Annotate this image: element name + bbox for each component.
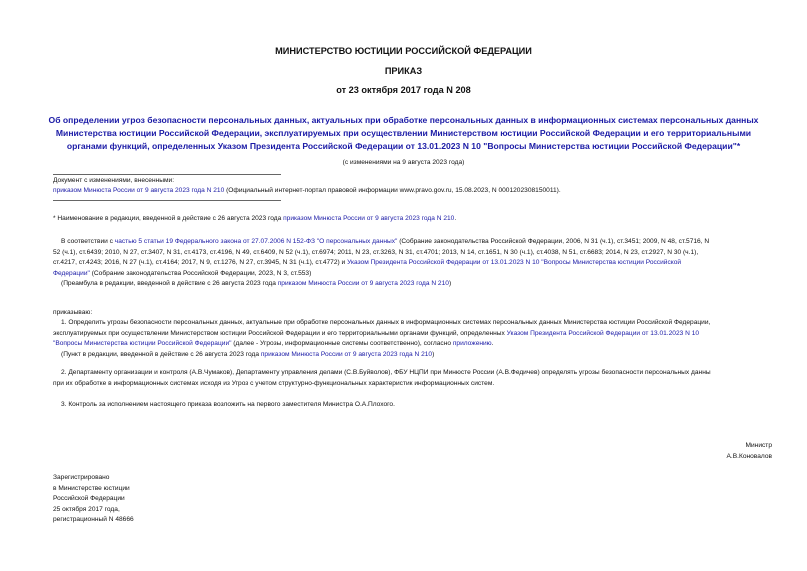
preamble-line-4 xyxy=(53,269,769,280)
preamble-note xyxy=(53,279,769,290)
changes-line-tail: (Официальный интернет-портал правовой информации www.pravo.gov.ru, 15.08.2023, N 0001202308150011). xyxy=(224,187,561,194)
signature-name: А.В.Коновалов xyxy=(726,452,772,460)
item-1-decree-link[interactable]: Указом Президента Российской Федерации от 13.01.2023 N 10 xyxy=(506,329,700,337)
signature-position: Министр xyxy=(745,442,772,449)
presidential-decree-link-cont[interactable]: Федерации" xyxy=(53,269,90,277)
registration-line: Зарегистрировано xyxy=(53,474,110,481)
item-1-line-1: 1. Определить угрозы безопасности персональных данных, актуальные при обработке персональных данных в информационных системах персональных данных Министерства юстиции Российской Федерации, xyxy=(61,319,711,326)
item-2-line-1: 2. Департаменту организации и контроля (А.В.Чумаков), Департаменту управления делами (С.В.Буйволов), ФБУ НЦПИ при Минюсте России (А.В.Федичев) определять угрозы безопасности персональных данны xyxy=(61,369,711,376)
order-word: приказываю: xyxy=(53,309,93,316)
preamble-line-1 xyxy=(53,237,769,248)
preamble-note-text: (Преамбула в редакции, введенной в действие с 26 августа 2023 года xyxy=(61,280,278,287)
title-line-1: Об определении угроз безопасности персональных данных, актуальных при обработке персональных данных в информационных системах персональных данных xyxy=(48,115,759,125)
appendix-link[interactable]: приложению xyxy=(452,340,492,347)
item-1-note-link[interactable]: приказом Минюста России от 9 августа 2023 года N 210 xyxy=(260,350,433,358)
item-1-line-3 xyxy=(53,339,769,350)
doc-type-heading: ПРИКАЗ xyxy=(384,66,423,76)
item-1-note-text: (Пункт в редакции, введенной в действие с 26 августа 2023 года xyxy=(61,350,261,358)
footnote xyxy=(53,214,456,225)
preamble-text: В соответствии с xyxy=(61,238,115,245)
footnote-order-link[interactable]: приказом Минюста России от 9 августа 2023 года N 210 xyxy=(283,215,455,222)
separator-top xyxy=(53,174,281,175)
preamble-line-3 xyxy=(53,258,769,269)
item-1-text: эксплуатируемых при осуществлении Министерством юстиции Российской Федерации и его территориальными органами функций, определенных xyxy=(53,329,507,337)
registration-line: регистрационный N 48666 xyxy=(53,516,134,523)
registration-block xyxy=(53,473,134,526)
item-1-decree-link-cont[interactable]: "Вопросы Министерства юстиции Российской Федерации" xyxy=(53,340,232,347)
federal-law-link[interactable]: частью 5 статьи 19 Федерального закона от 27.07.2006 N 152-ФЗ "О персональных данных" xyxy=(114,238,398,245)
changes-note: (с изменениями на 9 августа 2023 года) xyxy=(342,159,465,166)
item-1-text: (далее - Угрозы, информационные системы соответственно), согласно xyxy=(231,340,453,347)
item-2 xyxy=(53,368,769,389)
ministry-heading: МИНИСТЕРСТВО ЮСТИЦИИ РОССИЙСКОЙ ФЕДЕРАЦИИ xyxy=(275,46,532,56)
preamble-note-link[interactable]: приказом Минюста России от 9 августа 2023 года N 210 xyxy=(277,280,449,287)
changes-heading: Документ с изменениями, внесенными: xyxy=(53,177,175,184)
presidential-decree-link[interactable]: Указом Президента Российской Федерации от 13.01.2023 N 10 "Вопросы Министерства юстиции Российской xyxy=(347,259,682,266)
item-2-line-2: при их обработке в информационных системах исходя из Угроз с учетом структурно-функциональных характеристик информационных систем. xyxy=(53,379,495,387)
preamble-text: (Собрание законодательства Российской Федерации, 2023, N 3, ст.553) xyxy=(89,269,312,277)
registration-line: Российской Федерации xyxy=(53,495,125,502)
item-1-note-end: ) xyxy=(432,350,435,358)
preamble-text: (Собрание законодательства Российской Федерации, 2006, N 31 (ч.1), ст.3451; 2009, N 48, ст.5716, N xyxy=(397,238,710,245)
title-line-3: органами функций, определенных Указом Президента Российской Федерации от 13.01.2023 N 10 "Вопросы Министерства юстиции Российской Федерации"* xyxy=(66,141,741,151)
signature-block xyxy=(727,441,772,462)
item-1-line-2 xyxy=(53,329,769,340)
document-title xyxy=(0,114,807,153)
item-1-note xyxy=(53,350,769,361)
title-line-2: Министерства юстиции Российской Федерации, эксплуатируемых при осуществлении Министерством юстиции Российской Федерации и его территориальными xyxy=(55,128,752,138)
preamble-text: ст.4217, ст.4243; 2016, N 27 (ч.1), ст.4164; 2017, N 9, ст.1276, N 27, ст.3945, N 31 (ч.1), ст.4772) и xyxy=(53,259,348,266)
separator-bottom xyxy=(53,200,281,201)
footnote-end: . xyxy=(454,215,457,222)
changes-line xyxy=(53,186,561,197)
registration-line: в Министерстве юстиции xyxy=(53,484,130,492)
item-3: 3. Контроль за исполнением настоящего приказа возложить на первого заместителя Министра О.А.Плохого. xyxy=(61,401,395,408)
date-number-heading: от 23 октября 2017 года N 208 xyxy=(336,85,471,95)
amending-order-link[interactable]: приказом Минюста России от 9 августа 2023 года N 210 xyxy=(53,187,225,194)
preamble-note-end: ) xyxy=(448,280,452,287)
item-1-end: . xyxy=(491,340,494,347)
preamble-line-2: 52 (ч.1), ст.6439; 2010, N 27, ст.3407, N 31, ст.4173, ст.4196, N 49, ст.6409, N 52 (ч.1), ст.6974; 2011, N 23, ст.3263, N 31, ст.4701; 2013, N 14, ст.1651, N 30 (ч.1), ст.4038, N 51, ст.6683; 2014, N 23, ст.2927, N 30 (ч.1), xyxy=(53,248,699,256)
preamble xyxy=(53,237,769,290)
footnote-text: * Наименование в редакции, введенной в действие с 26 августа 2023 года xyxy=(53,215,284,222)
item-1 xyxy=(53,318,769,360)
registration-line: 25 октября 2017 года, xyxy=(53,505,120,513)
